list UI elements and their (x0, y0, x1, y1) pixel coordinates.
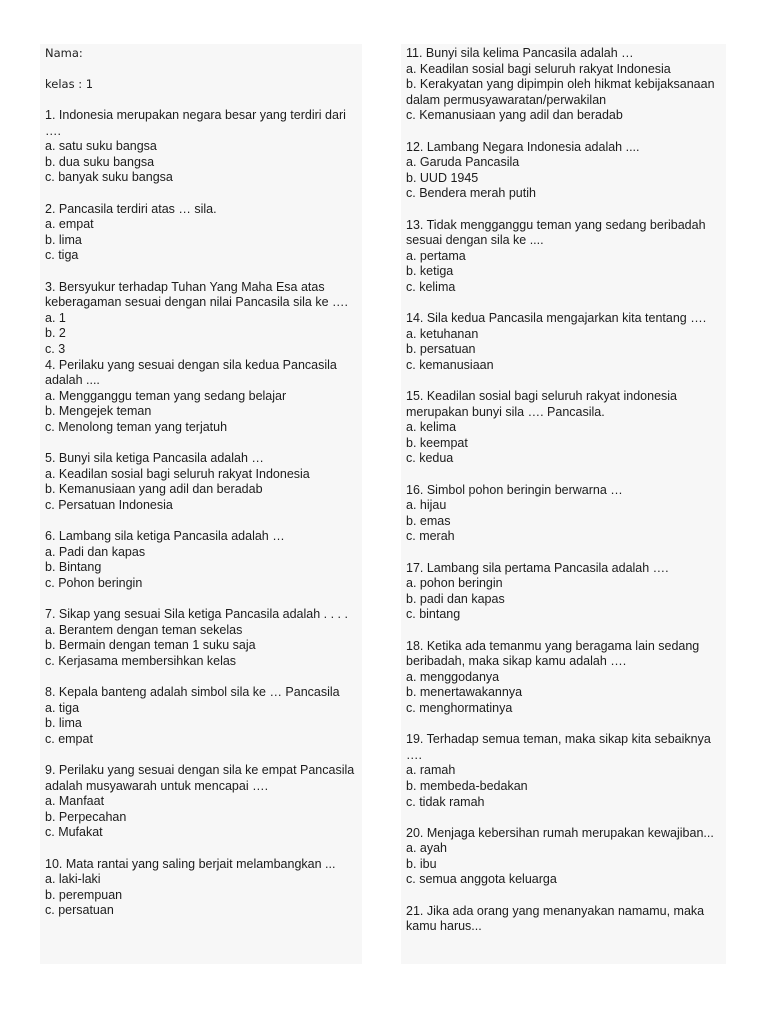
question-text: 11. Bunyi sila kelima Pancasila adalah … (406, 46, 634, 60)
option-b: b. dua suku bangsa (45, 154, 155, 169)
option-b: b. keempat (406, 435, 468, 450)
option-a: a. 1 (45, 310, 66, 325)
question-8 (45, 685, 362, 747)
option-b: b. Perpecahan (45, 809, 127, 824)
option-a: a. Manfaat (45, 794, 105, 809)
option-a: a. ketuhanan (406, 326, 479, 341)
option-b: b. ibu (406, 856, 437, 871)
question-text: 19. Terhadap semua teman, maka sikap kita sebaiknya …. (406, 732, 711, 762)
option-c: c. Persatuan Indonesia (45, 497, 173, 512)
question-16 (406, 483, 726, 545)
option-b: b. menertawakannya (406, 685, 523, 700)
question-text: 18. Ketika ada temanmu yang beragama lain sedang beribadah, maka sikap kamu adalah …. (406, 638, 700, 669)
option-c: c. 3 (45, 341, 66, 356)
option-b: b. lima (45, 716, 82, 731)
option-a: a. laki-laki (45, 872, 101, 887)
option-b: b. perempuan (45, 887, 123, 902)
option-b: b. membeda-bedakan (406, 778, 528, 793)
question-7 (45, 607, 362, 669)
option-c: c. Menolong teman yang terjatuh (45, 419, 228, 434)
name-field-label: Nama: (45, 46, 83, 60)
option-b: b. Kemanusiaan yang adil dan beradab (45, 482, 263, 497)
question-19 (406, 732, 726, 810)
question-text: 12. Lambang Negara Indonesia adalah .... (406, 139, 640, 154)
question-2 (45, 202, 362, 264)
question-18 (406, 639, 726, 717)
question-text: 13. Tidak mengganggu teman yang sedang beribadah sesuai dengan sila ke .... (406, 217, 706, 248)
option-c: c. banyak suku bangsa (45, 170, 173, 185)
option-a: a. pertama (406, 248, 466, 263)
question-text: 20. Menjaga kebersihan rumah merupakan kewajiban... (406, 825, 714, 840)
question-text: 4. Perilaku yang sesuai dengan sila kedua Pancasila adalah .... (45, 357, 337, 388)
option-c: c. persatuan (45, 903, 114, 918)
question-text: 15. Keadilan sosial bagi seluruh rakyat indonesia merupakan bunyi sila …. Pancasila. (406, 389, 678, 419)
question-12 (406, 140, 726, 202)
option-c: c. kelima (406, 279, 456, 294)
question-text: 10. Mata rantai yang saling berjait melambangkan ... (45, 856, 336, 871)
question-text: 9. Perilaku yang sesuai dengan sila ke empat Pancasila adalah musyawarah untuk mencapai …. (45, 762, 355, 793)
question-text: 8. Kepala banteng adalah simbol sila ke … Pancasila (45, 684, 340, 699)
option-a: a. pohon beringin (406, 576, 503, 591)
question-1 (45, 108, 362, 186)
option-c: c. Pohon beringin (45, 575, 143, 590)
question-text: 14. Sila kedua Pancasila mengajarkan kita tentang …. (406, 311, 707, 326)
option-c: c. empat (45, 731, 93, 746)
option-b: b. emas (406, 513, 451, 528)
option-c: c. Mufakat (45, 825, 103, 840)
question-text: 17. Lambang sila pertama Pancasila adalah …. (406, 560, 669, 575)
option-a: a. hijau (406, 498, 447, 513)
option-c: c. menghormatinya (406, 700, 513, 715)
option-b: b. ketiga (406, 264, 454, 279)
option-b: b. padi dan kapas (406, 591, 505, 606)
option-a: a. satu suku bangsa (45, 139, 157, 154)
left-column (40, 44, 362, 964)
question-text: 1. Indonesia merupakan negara besar yang terdiri dari …. (45, 108, 346, 138)
question-14 (406, 311, 726, 373)
option-b: b. Bintang (45, 560, 102, 575)
option-a: a. Keadilan sosial bagi seluruh rakyat Indonesia (406, 61, 671, 76)
question-text: 2. Pancasila terdiri atas … sila. (45, 201, 217, 216)
question-9 (45, 763, 362, 841)
option-a: a. tiga (45, 700, 80, 715)
option-c: c. tidak ramah (406, 794, 485, 809)
question-text: 16. Simbol pohon beringin berwarna … (406, 482, 623, 497)
option-a: a. Mengganggu teman yang sedang belajar (45, 388, 287, 403)
option-b: b. Kerakyatan yang dipimpin oleh hikmat kebijaksanaan dalam permusyawaratan/perwakilan (406, 77, 715, 107)
question-15 (406, 389, 726, 467)
question-21 (406, 904, 726, 935)
question-10 (45, 857, 362, 919)
question-4 (45, 358, 362, 436)
option-a: a. empat (45, 217, 94, 232)
question-text: 7. Sikap yang sesuai Sila ketiga Pancasila adalah . . . . (45, 607, 348, 621)
question-17 (406, 561, 726, 623)
option-b: b. Mengejek teman (45, 404, 152, 419)
option-c: c. tiga (45, 248, 79, 263)
option-c: c. Kemanusiaan yang adil dan beradab (406, 108, 623, 123)
option-b: b. persatuan (406, 342, 476, 357)
option-a: a. menggodanya (406, 669, 500, 684)
option-c: c. Kerjasama membersihkan kelas (45, 653, 237, 668)
option-b: b. lima (45, 232, 82, 247)
question-text: 5. Bunyi sila ketiga Pancasila adalah … (45, 451, 264, 466)
option-b: b. 2 (45, 326, 66, 341)
right-column (401, 44, 726, 964)
option-c: c. merah (406, 529, 455, 544)
option-a: a. kelima (406, 420, 457, 435)
option-a: a. ramah (406, 763, 456, 778)
option-c: c. semua anggota keluarga (406, 872, 557, 887)
class-label: kelas : 1 (45, 77, 94, 91)
question-11 (406, 46, 726, 124)
option-b: b. Bermain dengan teman 1 suku saja (45, 638, 256, 653)
question-text: 6. Lambang sila ketiga Pancasila adalah … (45, 529, 285, 544)
question-6 (45, 529, 362, 591)
question-20 (406, 826, 726, 888)
question-text: 21. Jika ada orang yang menanyakan namamu, maka kamu harus... (406, 903, 705, 934)
question-3 (45, 280, 362, 358)
option-a: a. Keadilan sosial bagi seluruh rakyat Indonesia (45, 466, 310, 481)
option-a: a. ayah (406, 841, 448, 856)
question-text: 3. Bersyukur terhadap Tuhan Yang Maha Esa atas keberagaman sesuai dengan nilai Pancasila sila ke …. (45, 279, 348, 310)
option-c: c. Bendera merah putih (406, 186, 536, 201)
option-a: a. Padi dan kapas (45, 544, 146, 559)
option-a: a. Garuda Pancasila (406, 155, 520, 170)
question-5 (45, 451, 362, 513)
question-13 (406, 218, 726, 296)
option-b: b. UUD 1945 (406, 170, 479, 185)
option-c: c. kemanusiaan (406, 357, 494, 372)
option-a: a. Berantem dengan teman sekelas (45, 622, 243, 637)
option-c: c. kedua (406, 451, 454, 466)
option-c: c. bintang (406, 607, 461, 622)
